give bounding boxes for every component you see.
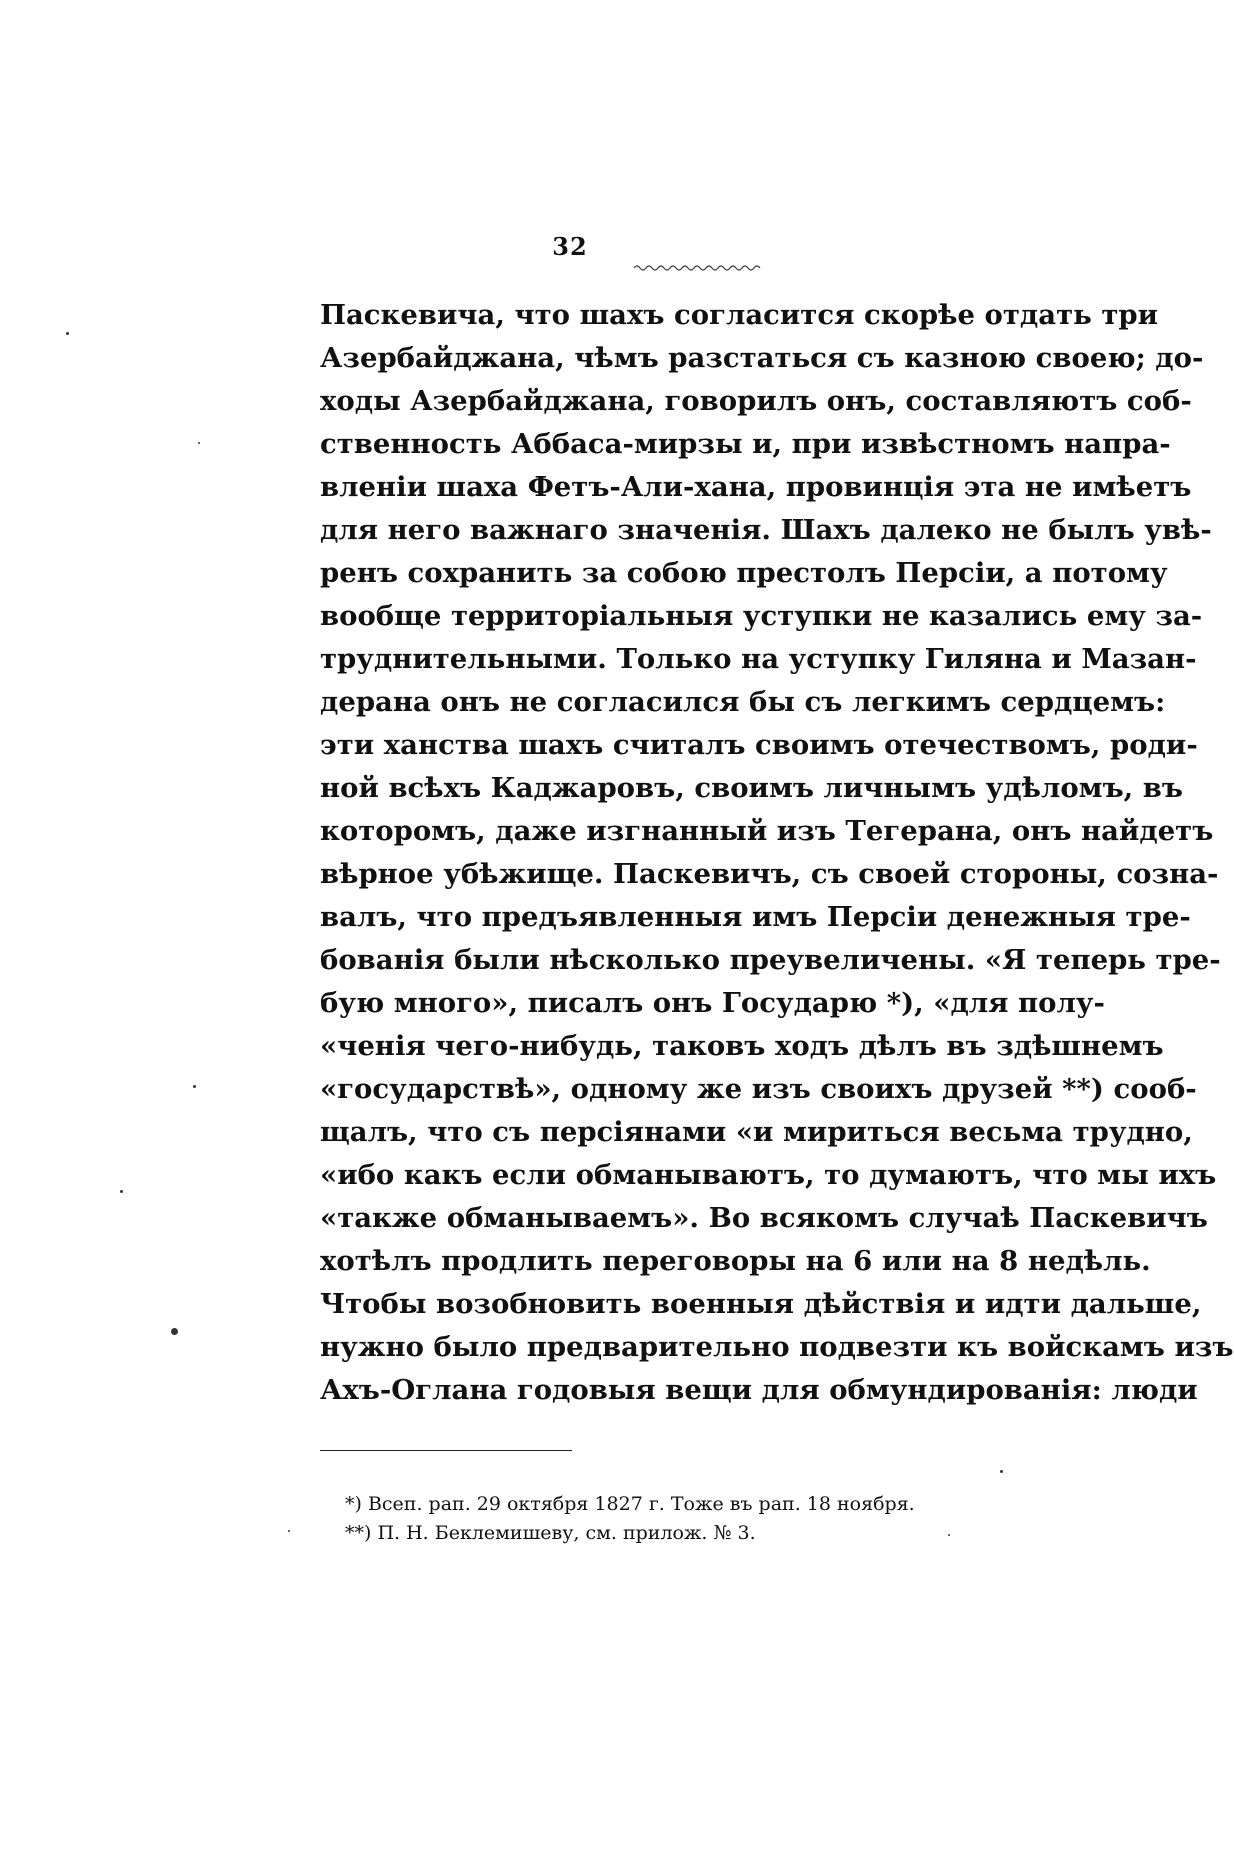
text-line: «также обманываемъ». Во всякомъ случаѣ Паскевичъ	[320, 1202, 1208, 1234]
text-line: бую много», писалъ онъ Государю *), «для полу-	[320, 987, 1105, 1019]
text-line: «ибо какъ если обманываютъ, то думаютъ, что мы ихъ	[320, 1159, 1217, 1191]
text-line: валъ, что предъявленныя имъ Персіи денежныя тре-	[320, 901, 1191, 933]
text-line: ной всѣхъ Каджаровъ, своимъ личнымъ удѣломъ, въ	[320, 772, 1184, 804]
text-line: дерана онъ не согласился бы съ легкимъ сердцемъ:	[320, 686, 1166, 718]
text-line: Ахъ-Оглана годовыя вещи для обмундированія: люди	[320, 1374, 1198, 1406]
footnote-divider	[320, 1450, 572, 1451]
footnote: *) Всеп. рап. 29 октября 1827 г. Тоже въ рап. 18 ноября.	[345, 1493, 915, 1515]
page-number: 32	[552, 232, 588, 261]
text-line: которомъ, даже изгнанный изъ Тегерана, онъ найдетъ	[320, 815, 1214, 847]
scan-speck	[193, 1085, 196, 1088]
page-number-ornament	[634, 264, 760, 272]
body-text	[320, 294, 1234, 1412]
text-line: вообще территоріальныя уступки не казались ему за-	[320, 600, 1203, 632]
text-line: «ченія чего-нибудь, таковъ ходъ дѣлъ въ здѣшнемъ	[320, 1030, 1164, 1062]
scan-speck	[288, 1530, 290, 1532]
footnotes	[345, 1490, 985, 1548]
scan-speck	[198, 442, 200, 444]
text-line: хотѣлъ продлить переговоры на 6 или на 8 недѣль.	[320, 1245, 1151, 1277]
text-line: нужно было предварительно подвезти къ войскамъ изъ	[320, 1331, 1234, 1363]
scan-speck	[120, 1190, 123, 1193]
text-line: для него важнаго значенія. Шахъ далеко не былъ увѣ-	[320, 514, 1212, 546]
text-line: ходы Азербайджана, говорилъ онъ, составляютъ соб-	[320, 385, 1192, 417]
text-line: «государствѣ», одному же изъ своихъ друзей **) сооб-	[320, 1073, 1197, 1105]
scan-speck	[171, 1328, 178, 1335]
text-line: вѣрное убѣжище. Паскевичъ, съ своей стороны, созна-	[320, 858, 1219, 890]
scan-speck	[1000, 1470, 1003, 1473]
text-line: Азербайджана, чѣмъ разстаться съ казною своею; до-	[320, 342, 1204, 374]
scan-speck	[948, 1534, 950, 1536]
text-line: бованія были нѣсколько преувеличены. «Я теперь тре-	[320, 944, 1221, 976]
text-line: ренъ сохранить за собою престолъ Персіи, а потому	[320, 557, 1168, 589]
text-line: ственность Аббаса-мирзы и, при извѣстномъ напра-	[320, 428, 1171, 460]
text-line: Чтобы возобновить военныя дѣйствія и идти дальше,	[320, 1288, 1202, 1320]
text-line: Паскевича, что шахъ согласится скорѣе отдать три	[320, 299, 1159, 331]
text-line: вленіи шаха Фетъ-Али-хана, провинція эта не имѣетъ	[320, 471, 1192, 503]
footnote: **) П. Н. Беклемишеву, см. прилож. № 3.	[345, 1522, 756, 1544]
text-line: труднительными. Только на уступку Гиляна и Мазан-	[320, 643, 1197, 675]
text-line: эти ханства шахъ считалъ своимъ отечествомъ, роди-	[320, 729, 1198, 761]
text-line: щалъ, что съ персіянами «и мириться весьма трудно,	[320, 1116, 1193, 1148]
scan-speck	[66, 332, 69, 335]
